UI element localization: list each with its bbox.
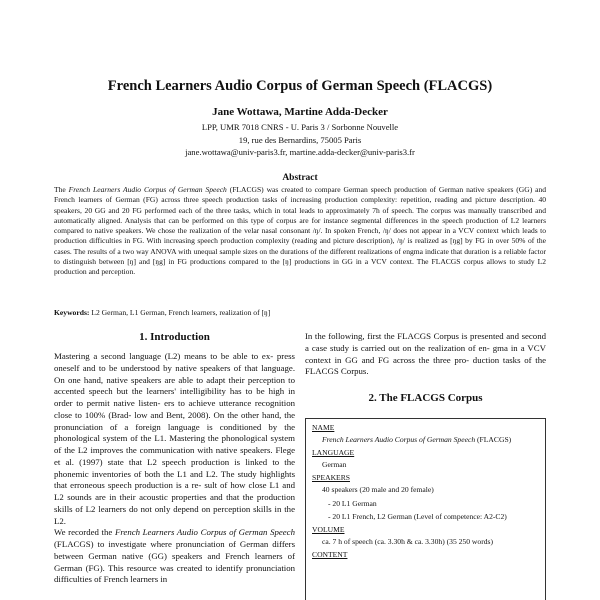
section-heading-introduction: 1. Introduction: [139, 331, 210, 343]
intro-paragraph-right: [305, 331, 546, 378]
corpus-info-box: [305, 418, 546, 600]
corpus-name-italic: French Learners Audio Corpus of German Speech: [322, 435, 476, 445]
text-line: In the following, first the FLACGS Corpus is presented and: [305, 331, 519, 341]
corpus-name-label: NAME: [312, 423, 335, 432]
text-line: Speech (FLACGS) to investigate where pronunciation of: [54, 527, 295, 549]
text-line: gma in a VCV context in GG and FG across the three pro-: [305, 342, 547, 365]
abstract-heading: Abstract: [282, 173, 318, 183]
text-line: the L2 improves the communication with native speakers.: [64, 445, 273, 455]
text-line: German differs between German native (GG) speakers and: [54, 539, 296, 561]
corpus-speakers-sub2: - 20 L1 French, L2 German (Level of competence: A2-C2): [328, 511, 507, 521]
corpus-name-value: [312, 435, 539, 445]
left-column: [54, 331, 295, 586]
text-line: that language. On one hand, native speakers are able to: [54, 362, 296, 385]
text-line: sult of how close L1 and L2 sounds are in their acoustic: [54, 480, 295, 502]
text-line: study highlights that erroneous speech production is a re-: [54, 468, 296, 491]
abstract-line: approximately 7h of speech. The corpus was manually transcribed and automatically aligned. Analysis that can be performed on this: [54, 205, 546, 225]
corpus-language-value: German: [322, 460, 347, 470]
corpus-content-label: CONTENT: [312, 549, 348, 559]
abstract-line: type of corpus are for instance segmental differences in the speech production of L2 learners compared to native speakers. We chose the: [54, 215, 547, 236]
right-column: [305, 331, 546, 600]
text-line: intelligibility has to be high in order to permit native listen-: [54, 386, 296, 408]
text-line: of a foreign language is conditioned by the phonological: [54, 421, 295, 444]
text-line: to the phonemic inventories of both the L1 and L2. The: [54, 456, 295, 479]
text-line: properties and that the production skills of L2 learners do: [54, 492, 295, 514]
abstract-line: in FG. With increasing speech production complexity (reading and picture description), /ŋ/ is realized as [ŋg] by FG in over 50% of: [124, 236, 535, 246]
affiliation-emails: jane.wottawa@univ-paris3.fr, martine.adda-decker@univ-paris3.fr: [185, 147, 415, 158]
corpus-language-label: LANGUAGE: [312, 448, 355, 458]
text-line: second a case study is carried out on the realization of en-: [305, 331, 546, 353]
keywords-label: Keywords:: [54, 308, 90, 317]
text-line: to identify pronunciation difficulties of French learners in: [54, 562, 296, 585]
corpus-volume-label: VOLUME: [312, 524, 345, 534]
abstract-line: the cases. The results of a two way ANOVA with unequal sample sizes on the durations of the different realizations of engma indicate: [54, 236, 547, 256]
text-line: press oneself and to be understood by native speakers of: [54, 351, 295, 373]
abstract-body: [54, 185, 546, 278]
section-heading-corpus: 2. The FLACGS Corpus: [368, 392, 483, 404]
intro-paragraph-1: [54, 351, 295, 527]
intro-paragraph-2: [54, 527, 295, 586]
abstract-line: repetition, reading and picture description. 40 speakers, 20 GG and 20 FG performed each of the three tasks, which in total leads to: [54, 195, 547, 215]
abstract-line: The French Learners Audio Corpus of German Speech (FLACGS) was created to compare German speech production of German: [54, 185, 464, 194]
abstract-line: native speakers (GG) and French learners of German (FG) across three speech production tasks of increasing production complexity:: [54, 185, 546, 205]
text-line: ers to achieve utterance recognition close to 100% (Brad-: [54, 398, 295, 420]
paper-title: French Learners Audio Corpus of German Speech (FLACGS): [107, 78, 493, 94]
corpus-volume-value: ca. 7 h of speech (ca. 3.30h & ca. 3.30h) (35 250 words): [322, 536, 494, 546]
keywords: [54, 308, 546, 318]
keywords-text: L2 German, L1 German, French learners, realization of [ŋ]: [91, 308, 271, 317]
text-line: adapt their perception to accented speech but the learners': [54, 374, 295, 397]
affiliation-line: LPP, UMR 7018 CNRS - U. Paris 3 / Sorbonne Nouvelle: [201, 122, 399, 132]
abstract-line: that duration is a reliable factor to distinguish between [ŋ] and [ŋg] in FG productions compared to the [ŋ] productions in GG in a VCV: [54, 246, 546, 267]
text-line: French learners of German (FG). This resource was created: [54, 550, 296, 573]
corpus-speakers-value: 40 speakers (20 male and 20 female): [322, 485, 434, 495]
abstract-line: realization of the velar nasal consonant /ŋ/. In spoken French, /ŋ/ does not appear in a VCV context which leads to production difficulties: [54, 226, 546, 246]
corpus-name-italic: Speech: [270, 527, 295, 538]
abstract-line: context. The FLACGS corpus allows to study L2 production and perception.: [54, 257, 546, 277]
text-line: Flege et al. (1997) state that L2 speech production is linked: [54, 445, 296, 467]
text-line: low and Bent, 2008). On the other hand, the pronunciation: [54, 409, 296, 432]
text-line: We recorded the French Learners Audio Corpus of German: [54, 527, 268, 538]
affiliation-line: 19, rue des Bernardins, 75005 Paris: [238, 134, 362, 145]
corpus-name-italic: French Learners Audio Corpus of German Speech: [68, 185, 227, 194]
corpus-name-suffix: (FLACGS): [475, 435, 512, 445]
affiliation: [0, 121, 600, 159]
text-line: Mastering a second language (L2) means to be able to ex-: [54, 351, 274, 361]
text-line: not only depend on perception skills in the L2.: [54, 503, 295, 526]
corpus-speakers-sub1: - 20 L1 German: [328, 498, 377, 508]
corpus-name-italic: French Learners Audio Corpus of German: [114, 527, 268, 538]
text-line: system of the L1. Mastering the phonological system of: [54, 433, 295, 455]
text-line: duction tasks of the FLACGS Corpus.: [305, 354, 546, 377]
corpus-speakers-label: SPEAKERS: [312, 473, 350, 483]
paper-authors: Jane Wottawa, Martine Adda-Decker: [212, 106, 388, 118]
